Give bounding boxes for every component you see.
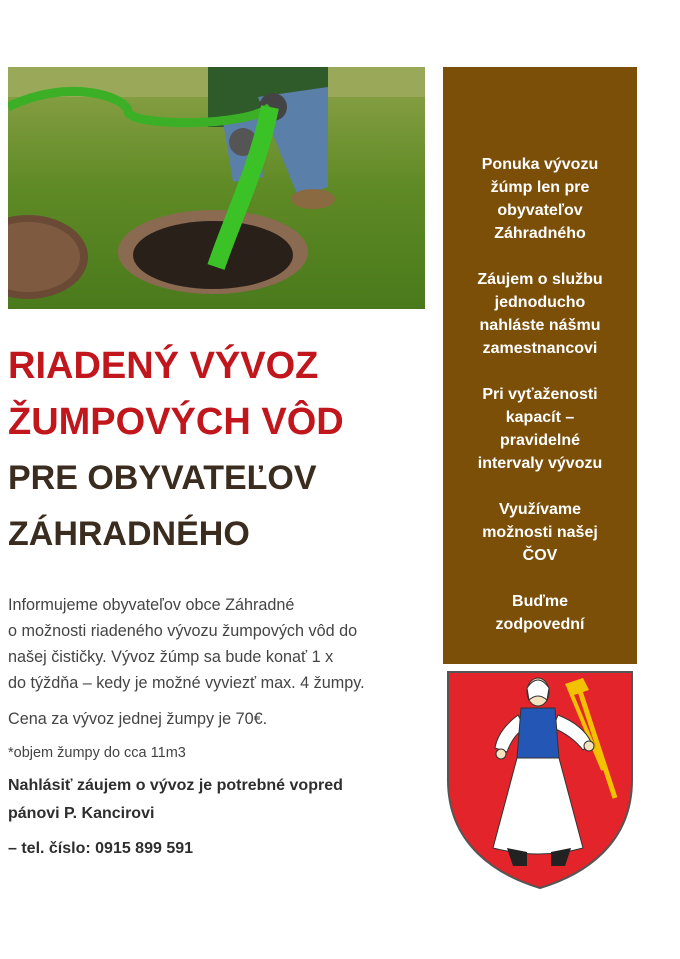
septic-pumping-photo bbox=[8, 67, 425, 309]
sidebar-item-interest: Záujem o službu jednoducho nahláste nášmu zamestnancovi bbox=[477, 271, 603, 357]
headline-line-2: ŽUMPOVÝCH VÔD bbox=[8, 401, 344, 443]
volume-note: *objem žumpy do cca 11m3 bbox=[8, 745, 186, 761]
sidebar-item-offer: Ponuka vývozu žúmp len pre obyvateľov Záhradného bbox=[481, 156, 599, 242]
sidebar-item-cov: Využívame možnosti našej ČOV bbox=[482, 501, 598, 564]
sidebar-item-responsible: Buďme zodpovední bbox=[495, 593, 585, 633]
info-sidebar bbox=[443, 67, 637, 664]
contact-text: Nahlásiť záujem o vývoz je potrebné vopred pánovi P. Kancirovi bbox=[8, 777, 343, 822]
info-paragraph: Informujeme obyvateľov obce Záhradné o možnosti riadeného vývozu žumpových vôd do našej čističky. Vývoz žúmp sa bude konať 1 x do týždňa – kedy je možné vyviezť max. 4 žumpy. bbox=[8, 596, 365, 692]
headline-line-4: ZÁHRADNÉHO bbox=[8, 515, 250, 553]
body-text bbox=[8, 592, 438, 862]
sidebar-item-capacity: Pri vyťaženosti kapacít – pravidelné intervaly vývozu bbox=[477, 386, 603, 472]
phone-number: – tel. číslo: 0915 899 591 bbox=[8, 840, 194, 857]
headline-line-3: PRE OBYVATEĽOV bbox=[8, 459, 317, 497]
price-text: Cena za vývoz jednej žumpy je 70€. bbox=[8, 710, 268, 728]
headline-line-1: RIADENÝ VÝVOZ bbox=[8, 345, 319, 387]
headline bbox=[8, 338, 433, 562]
coat-of-arms-image bbox=[443, 670, 637, 890]
